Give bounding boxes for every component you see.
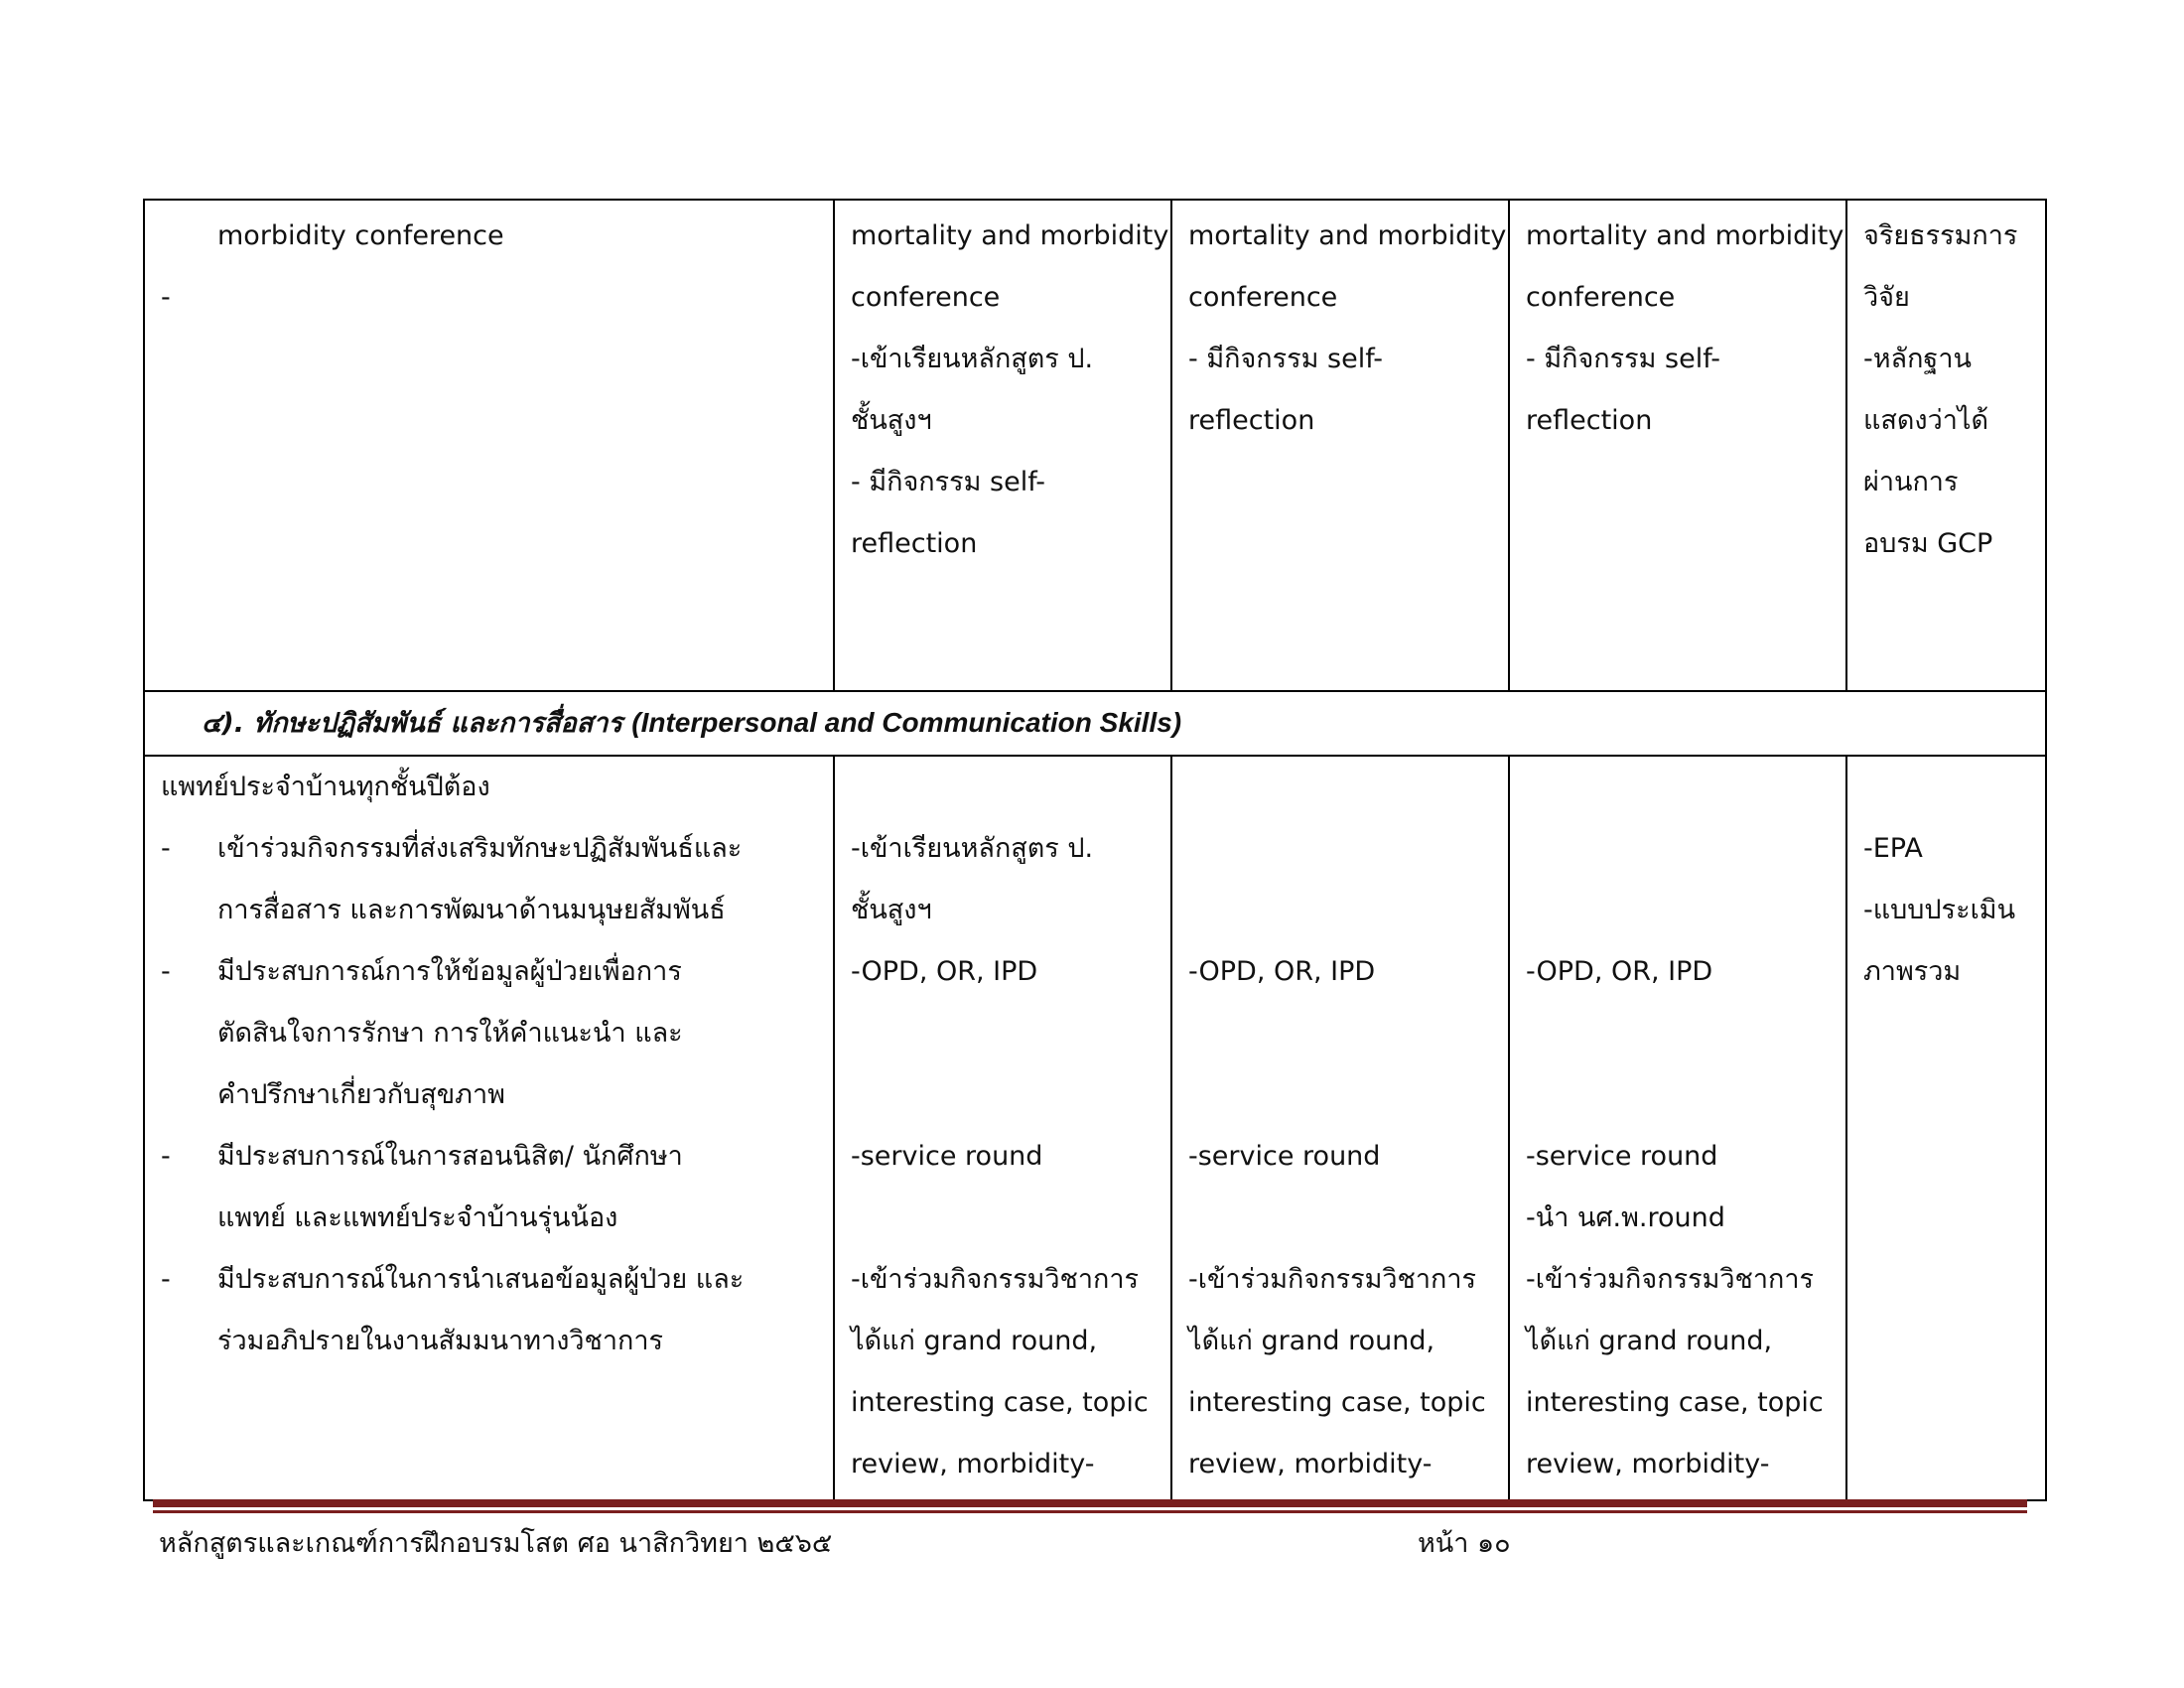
text-line: จริยธรรมการ [1863, 220, 2018, 251]
cell-top-assessment [1846, 200, 2046, 691]
text-line: -OPD, OR, IPD [1188, 956, 1376, 987]
cell-bottom-assessment [1846, 756, 2046, 1500]
text-line: ร่วมอภิปรายในงานสัมมนาทางวิชาการ [217, 1326, 664, 1356]
text-line: -นำ นศ.พ.round [1526, 1202, 1725, 1233]
text-line: mortality and morbidity [1188, 220, 1507, 251]
section-title-th: ๔). ทักษะปฏิสัมพันธ์ และการสื่อสาร [202, 708, 622, 739]
cell-top-year2 [1171, 200, 1509, 691]
list-item [161, 941, 817, 1126]
text-line: interesting case, topic [1526, 1387, 1824, 1418]
cell-bottom-year3 [1509, 756, 1846, 1500]
list-item [161, 1126, 817, 1249]
dash-bullet: - [161, 282, 171, 313]
cell-bottom-year2 [1171, 756, 1509, 1500]
intro-text: แพทย์ประจำบ้านทุกชั้นปีต้อง [161, 772, 490, 802]
dash-bullet: - [161, 1264, 171, 1295]
text-line: -เข้าร่วมกิจกรรมวิชาการ [1526, 1264, 1815, 1295]
text-line: reflection [1188, 405, 1315, 436]
text-line: conference [1188, 282, 1338, 313]
text-line: reflection [851, 528, 978, 559]
cell-bottom-year1 [834, 756, 1171, 1500]
text-line: conference [851, 282, 1001, 313]
text-line: -OPD, OR, IPD [851, 956, 1038, 987]
text-line: มีประสบการณ์ในการสอนนิสิต/ นักศึกษา [217, 1141, 683, 1172]
text-line: conference [1526, 282, 1676, 313]
text-line: ชั้นสูงฯ [851, 405, 932, 436]
curriculum-table [143, 199, 2047, 1501]
text-line: ผ่านการ [1863, 467, 1959, 497]
text-line: review, morbidity- [1526, 1449, 1770, 1479]
text-line: -หลักฐาน [1863, 344, 1972, 374]
text-line: -เข้าเรียนหลักสูตร ป. [851, 833, 1094, 864]
footer-divider-thin [153, 1510, 2027, 1513]
text-line: -service round [1188, 1141, 1381, 1172]
text-line: ได้แก่ grand round, [1526, 1326, 1773, 1356]
text-line: ได้แก่ grand round, [851, 1326, 1098, 1356]
cell-bottom-objectives [144, 756, 834, 1500]
text-line: ชั้นสูงฯ [851, 895, 932, 925]
text-line: ได้แก่ grand round, [1188, 1326, 1435, 1356]
list-item [161, 818, 817, 941]
text-line: การสื่อสาร และการพัฒนาด้านมนุษยสัมพันธ์ [217, 895, 726, 925]
text-line: interesting case, topic [1188, 1387, 1486, 1418]
text-line: review, morbidity- [1188, 1449, 1433, 1479]
text-line: - มีกิจกรรม self- [851, 467, 1045, 497]
text-line: วิจัย [1863, 282, 1910, 313]
text-line: แพทย์ และแพทย์ประจำบ้านรุ่นน้อง [217, 1202, 618, 1233]
footer-page-number: หน้า ๑๐ [1418, 1528, 1511, 1559]
text-line: มีประสบการณ์การให้ข้อมูลผู้ป่วยเพื่อการ [217, 956, 682, 987]
text-line: -เข้าเรียนหลักสูตร ป. [851, 344, 1094, 374]
table-row-top [144, 200, 2046, 691]
text-line: -service round [1526, 1141, 1718, 1172]
text-line: mortality and morbidity [1526, 220, 1844, 251]
text-line: แสดงว่าได้ [1863, 405, 1989, 436]
text-line: review, morbidity- [851, 1449, 1095, 1479]
text-line: morbidity conference [217, 220, 504, 251]
text-line: ภาพรวม [1863, 956, 1962, 987]
text-line: -OPD, OR, IPD [1526, 956, 1713, 987]
list-item [161, 1249, 817, 1372]
text-line: -แบบประเมิน [1863, 895, 2016, 925]
cell-top-year1 [834, 200, 1171, 691]
dash-bullet: - [161, 956, 171, 987]
table-row-bottom [144, 756, 2046, 1500]
text-line: มีประสบการณ์ในการนำเสนอข้อมูลผู้ป่วย และ [217, 1264, 745, 1295]
text-line: เข้าร่วมกิจกรรมที่ส่งเสริมทักษะปฏิสัมพันธ์และ [217, 833, 743, 864]
dash-bullet: - [161, 833, 171, 864]
section-header-cell [144, 691, 2046, 756]
text-line: -EPA [1863, 833, 1923, 864]
section-title [145, 692, 2045, 755]
text-line: reflection [1526, 405, 1653, 436]
cell-top-year3 [1509, 200, 1846, 691]
section-header-row [144, 691, 2046, 756]
text-line: interesting case, topic [851, 1387, 1149, 1418]
text-line: - มีกิจกรรม self- [1526, 344, 1720, 374]
text-line: -เข้าร่วมกิจกรรมวิชาการ [1188, 1264, 1477, 1295]
footer-document-title: หลักสูตรและเกณฑ์การฝึกอบรมโสต ศอ นาสิกวิทยา ๒๕๖๕ [159, 1528, 833, 1559]
section-title-en: (Interpersonal and Communication Skills) [631, 707, 1182, 738]
text-line: -service round [851, 1141, 1043, 1172]
cell-top-objectives [144, 200, 834, 691]
dash-bullet: - [161, 1141, 171, 1172]
text-line: คำปรึกษาเกี่ยวกับสุขภาพ [217, 1079, 505, 1110]
footer-divider-thick [153, 1499, 2027, 1507]
text-line: ตัดสินใจการรักษา การให้คำแนะนำ และ [217, 1018, 683, 1049]
text-line: - มีกิจกรรม self- [1188, 344, 1383, 374]
text-line: อบรม GCP [1863, 528, 1993, 559]
text-line: mortality and morbidity [851, 220, 1169, 251]
text-line: -เข้าร่วมกิจกรรมวิชาการ [851, 1264, 1140, 1295]
